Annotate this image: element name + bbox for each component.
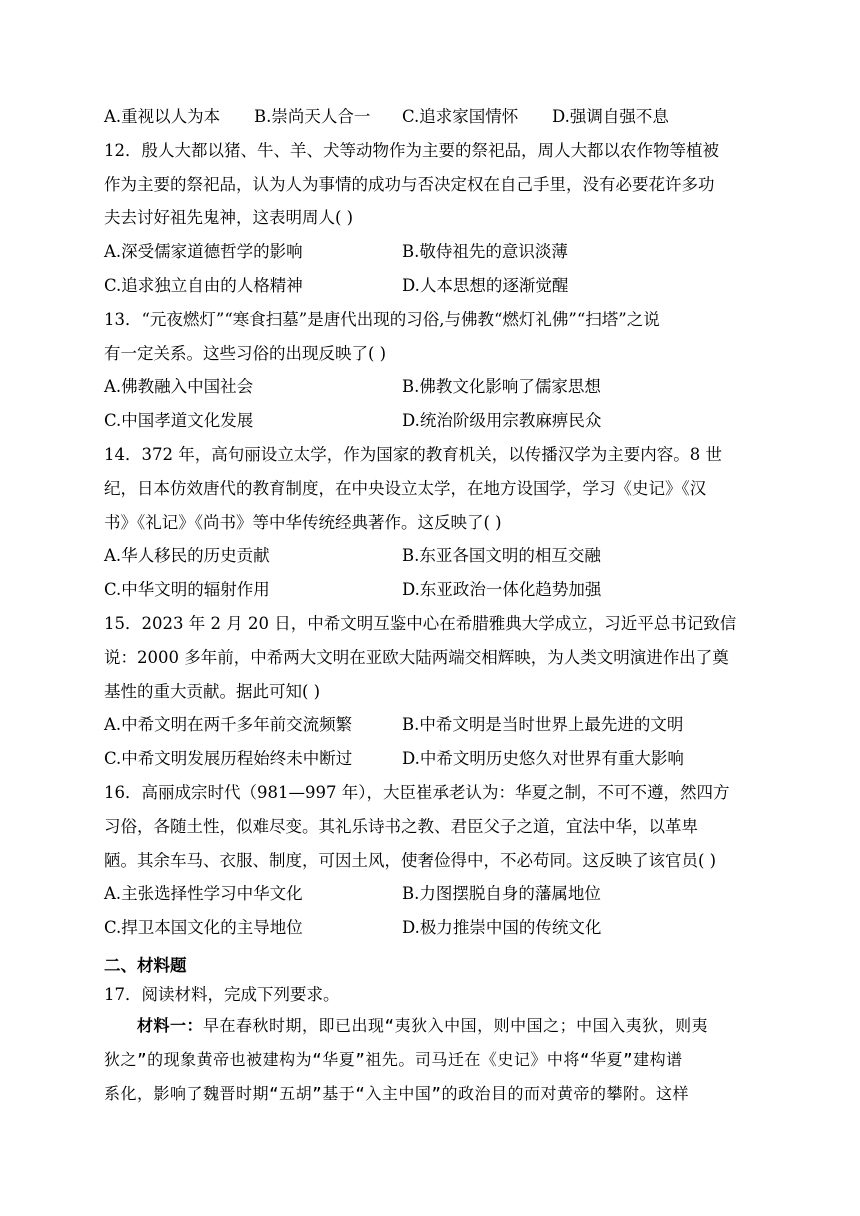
q12-options-row-2 <box>104 269 754 303</box>
q15-stem-line-2: 说：2000 多年前，中希两大文明在亚欧大陆两端交相辉映，为人类文明演进作出了奠 <box>104 647 729 667</box>
q13-options-row-1 <box>104 370 754 404</box>
q12-option-b[interactable]: B.敬侍祖先的意识淡薄 <box>402 242 568 262</box>
q15-option-c[interactable]: C.中希文明发展历程始终未中断过 <box>104 749 353 769</box>
q15-options-row-2 <box>104 742 754 776</box>
q15-option-d[interactable]: D.中希文明历史悠久对世界有重大影响 <box>402 749 684 769</box>
q13-stem-line-1: 13．“元夜燃灯”“寒食扫墓”是唐代出现的习俗,与佛教“燃灯礼佛”“扫塔”之说 <box>104 309 660 329</box>
q16-option-a[interactable]: A.主张选择性学习中华文化 <box>104 884 303 904</box>
q12-stem-line-1: 12．殷人大都以猪、牛、羊、犬等动物作为主要的祭祀品，周人大都以农作物等植被 <box>104 140 719 160</box>
q15-options-row-1 <box>104 708 754 742</box>
q14-option-c[interactable]: C.中华文明的辐射作用 <box>104 580 270 600</box>
q14-options-row-1 <box>104 539 754 573</box>
q11-option-a[interactable]: A.重视以人为本 <box>104 107 221 126</box>
q16-options-row-1 <box>104 877 754 911</box>
q16-option-b[interactable]: B.力图摆脱自身的藩属地位 <box>402 884 601 904</box>
material-one-label: 材料一： <box>137 1015 204 1035</box>
q15-option-a[interactable]: A.中希文明在两千多年前交流频繁 <box>104 715 353 735</box>
q11-option-d[interactable]: D.强调自强不息 <box>552 107 669 126</box>
q14-option-d[interactable]: D.东亚政治一体化趋势加强 <box>402 580 602 600</box>
exam-page <box>104 100 754 1110</box>
q13-stem-line-2: 有一定关系。这些习俗的出现反映了( ) <box>104 343 387 363</box>
q14-stem-line-1: 14．372 年，高句丽设立太学，作为国家的教育机关，以传播汉学为主要内容。8 世 <box>104 444 722 464</box>
q14-stem-line-2: 纪，日本仿效唐代的教育制度，在中央设立太学，在地方设国学，学习《史记》《汉 <box>104 478 707 498</box>
q12-option-a[interactable]: A.深受儒家道德哲学的影响 <box>104 242 303 262</box>
material-one-line-1 <box>104 1009 754 1043</box>
q16-option-c[interactable]: C.捍卫本国文化的主导地位 <box>104 918 303 938</box>
material-one-line-3: 系化，影响了魏晋时期“五胡”基于“入主中国”的政治目的而对黄帝的攀附。这样 <box>104 1083 690 1103</box>
q12-option-c[interactable]: C.追求独立自由的人格精神 <box>104 275 303 295</box>
q16-stem-line-3: 陋。其余车马、衣服、制度，可因土风，使奢俭得中，不必苟同。这反映了该官员( ) <box>104 850 717 870</box>
q11-option-b[interactable]: B.崇尚天人合一 <box>254 107 371 126</box>
q15-stem-line-1: 15．2023 年 2 月 20 日，中希文明互鉴中心在希腊雅典大学成立，习近平总书记致信 <box>104 613 737 633</box>
q11-options <box>104 100 754 134</box>
q15-stem-line-3: 基性的重大贡献。据此可知( ) <box>104 681 321 701</box>
q13-options-row-2 <box>104 404 754 438</box>
q13-option-b[interactable]: B.佛教文化影响了儒家思想 <box>402 377 601 397</box>
q13-option-a[interactable]: A.佛教融入中国社会 <box>104 377 254 397</box>
material-one-line-2: 狄之”的现象黄帝也被建构为“华夏”祖先。司马迁在《史记》中将“华夏”建构谱 <box>104 1049 683 1069</box>
q16-stem-line-2: 习俗，各随土性，似难尽变。其礼乐诗书之教、君臣父子之道，宜法中华，以革卑 <box>104 816 698 836</box>
q16-stem-line-1: 16．高丽成宗时代（981—997 年），大臣崔承老认为：华夏之制，不可不遵，然四方 <box>104 782 730 802</box>
q16-options-row-2 <box>104 911 754 945</box>
q13-option-d[interactable]: D.统治阶级用宗教麻痹民众 <box>402 411 602 431</box>
q12-option-d[interactable]: D.人本思想的逐渐觉醒 <box>402 275 569 295</box>
q12-options-row-1 <box>104 235 754 269</box>
q12-stem-line-3: 夫去讨好祖先鬼神，这表明周人( ) <box>104 208 354 228</box>
q12-stem-line-2: 作为主要的祭祀品，认为人为事情的成功与否决定权在自己手里，没有必要花许多功 <box>104 174 715 194</box>
q13-option-c[interactable]: C.中国孝道文化发展 <box>104 411 254 431</box>
q11-option-c[interactable]: C.追求家国情怀 <box>402 107 519 126</box>
section-heading-material: 二、材料题 <box>104 955 187 975</box>
q16-option-d[interactable]: D.极力推崇中国的传统文化 <box>402 918 602 938</box>
q14-stem-line-3: 书》《礼记》《尚书》等中华传统经典著作。这反映了( ) <box>104 512 502 532</box>
q15-option-b[interactable]: B.中希文明是当时世界上最先进的文明 <box>402 715 684 735</box>
material-one-text-1: 早在春秋时期，即已出现“夷狄入中国，则中国之；中国入夷狄，则夷 <box>203 1015 709 1035</box>
q17-intro: 17．阅读材料，完成下列要求。 <box>104 984 340 1004</box>
q14-options-row-2 <box>104 573 754 607</box>
q14-option-b[interactable]: B.东亚各国文明的相互交融 <box>402 546 601 566</box>
q14-option-a[interactable]: A.华人移民的历史贡献 <box>104 546 270 566</box>
